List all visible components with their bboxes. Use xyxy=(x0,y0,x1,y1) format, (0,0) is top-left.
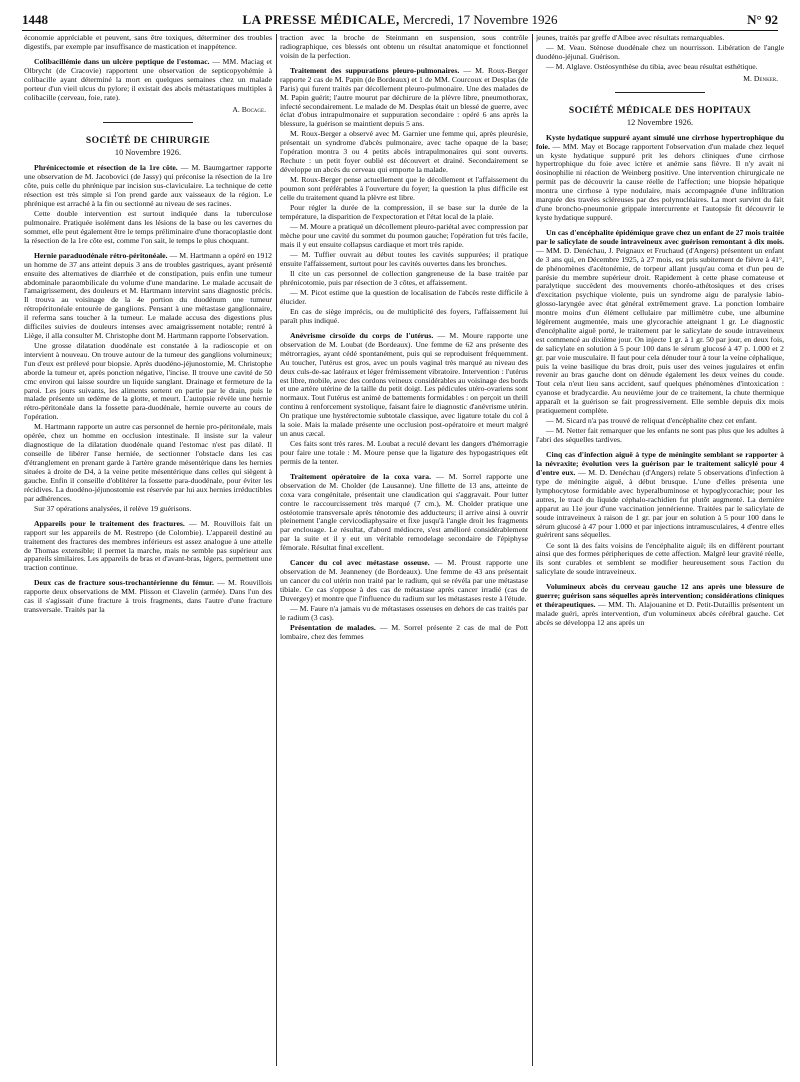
paragraph: — M. Veau. Sténose duodénale chez un nourrisson. Libération de l'angle duodéno-jéjunal. Guérison. xyxy=(536,43,784,61)
paragraph: M. Roux-Berger pense actuellement que le décollement et l'affaissement du poumon sont préférables à l'ouverture du foyer; la question la plus difficile est celle du traitement quand la plèvre est libre. xyxy=(280,175,528,202)
paragraph: Il cite un cas personnel de collection gangreneuse de la base traitée par phrénicotomie, puis par résection de 3 côtes, et affaissement. xyxy=(280,268,528,287)
page-number: 1448 xyxy=(22,12,48,27)
column-divider xyxy=(276,34,277,1066)
article-title: Un cas d'encéphalite épidémique grave chez un enfant de 27 mois traitée par le salicylate de soude intraveineux avec guérison remontant à dix mois. xyxy=(536,227,784,246)
issue-date: Mercredi, 17 Novembre 1926 xyxy=(402,12,558,27)
article xyxy=(24,252,272,341)
article-body: — M. Sorrel présente 2 cas de mal de Pott lombaire, chez des femmes xyxy=(280,623,528,641)
article-title: Colibacillémie dans un ulcère peptique de l'estomac. xyxy=(34,57,210,66)
paragraph: — M. Tuffier ouvrait au début toutes les cavités suppurées; il pratique ensuite l'affaissement, surtout pour les cavités ouvertes dans les bronches. xyxy=(280,249,528,268)
article xyxy=(536,451,784,540)
society-date: 10 Novembre 1926. xyxy=(114,148,182,158)
paragraph: — M. Alglave. Ostéosynthèse du tibia, avec beau résultat esthétique. xyxy=(546,62,758,72)
article xyxy=(24,579,272,615)
journal-title-line xyxy=(22,12,778,28)
article xyxy=(24,520,272,573)
author-signature: M. Denker. xyxy=(743,74,778,83)
section-divider xyxy=(103,122,193,123)
article-title: Cinq cas d'infection aiguë à type de méningite semblant se rapporter à la névraxite; évolution vers la guérison par le traitement salicylé pour 4 d'entre eux. xyxy=(536,450,784,478)
society-heading: SOCIÉTÉ DE CHIRURGIE xyxy=(85,136,211,147)
article-title: Traitement opératoire de la coxa vara. xyxy=(290,471,432,481)
article-body: — M. Moure rapporte une observation de M. Loubat (de Bordeaux). Une femme de 62 ans présente des métrorragies, ayant cédé spontanément, puis qui se reproduisent fréquemment. Au toucher, l'utérus est gros, avec un pouls vaginal très marqué au niveau des deux culs-de-sac latéraux et léger frémissement vibratoire. Intervention : l'utérus est libre, mobile, avec des cordons veineux considérables au voisinage des bords et une artère utérine de la taille du petit doigt. Les pédicules utéro-ovariens sont normaux. Tout l'utérus est animé de battements formidables : on perçoit un thrill continu à renforcement systolique, faisant faire le diagnostic d'anévrisme utérin. On pratique une hystérectomie subtotale classique, avec ligature totale du col à la soie. Mais la malade présente une occlusion post-opératoire et meurt malgré un anus cæcal. xyxy=(280,330,528,438)
paragraph: traction avec la broche de Steinmann en suspension, sous contrôle radiographique, ces blessés ont obtenu un résultat anatomique et fonctionnel voisin de la perfection. xyxy=(280,34,528,60)
paragraph: économie appréciable et peuvent, sans être toxiques, déterminer des troubles digestifs, par exemple par insuffisance de mastication et inappétence. xyxy=(24,34,272,51)
article xyxy=(280,624,528,642)
article-body: — M. Hartmann a opéré en 1912 un homme de 37 ans atteint depuis 3 ans de troubles gastriques, ayant présenté ensuite des alternatives de diarrhée et de constipation, puis enfin une tumeur abdominale paraombilicale du volume d'une mandarine. Le malade accusait de l'amaigrissement, des douleurs et M. Hartmann intervint sans diagnostic précis. Il trouva au voisinage de la 4e portion du duodénum une tumeur rétropéritonéale entourée de ganglions. Pensant à une métastase ganglionnaire, il referma sans toucher à la tumeur. Le malade accusa des digestions plus difficiles suivies de douleurs intenses avec amaigrissement notable; rentré à Liège, il alla consulter M. Christophe dont M. Hartmann rapporte l'observation. xyxy=(24,250,272,340)
paragraph: — M. Moure a pratiqué un décollement pleuro-pariétal avec compression par mèche pour une cavité du sommet du poumon gauche; l'opération fut très facile, mais il y eut ensuite collapsus cardiaque et mort très rapide. xyxy=(280,222,528,249)
article-body: — M. Sorrel rapporte une observation de M. Cholder (de Lausanne). Une fillette de 13 ans, atteinte de coxa vara congénitale, présentait une claudication qui s'aggravait. Pour lutter contre le raccourcissement très marqué (7 cm.), M. Cholder pratique une ostéotomie transversale après ténotomie des adducteurs; il arrive ainsi à ouvrir pleinement l'angle cervicodiaphysaire et fixe jusqu'à l'angle droit les fragments par enclouage. Le résultat, d'abord médiocre, s'est amélioré considérablement par la suite et il y eut un véritable remodelage secondaire de l'épiphyse fémorale. Résultat final excellent. xyxy=(280,471,528,553)
article-title: Kyste hydatique suppuré ayant simulé une cirrhose hypertrophique du foie. xyxy=(536,132,784,151)
article xyxy=(280,67,528,129)
paragraph: Ce sont là des faits voisins de l'encéphalite aiguë; ils en diffèrent pourtant ainsi que des formes péripheriques de cette affection. Malgré leur gravité réelle, ils sont curables et semblent se modifier heureusement sous l'action du salicylate de soude intraveineux. xyxy=(536,540,784,577)
paragraph: — M. Sicard n'a pas trouvé de reliquat d'encéphalite chez cet enfant. xyxy=(546,416,757,426)
article-body: — MM. Maciag et Olbrycht (de Cracovie) rapportent une observation de septicopyohémie à colibacille ayant déterminé la mort en quelques semaines chez un malade porteur d'un vieil ulcus du pylore; il existait des abcès métastatiques multiples à colibacille (cerveau, foie, rate). xyxy=(24,57,272,102)
article xyxy=(536,134,784,223)
paragraph: Ces faits sont très rares. M. Loubat a reculé devant les dangers d'hémorragie pour faire une totale : M. Moure pense que la ligature des hypogastriques eût permis de la tenter. xyxy=(280,439,528,466)
paragraph: En cas de siège imprécis, ou de multiplicité des foyers, l'affaissement lui paraît plus indiqué. xyxy=(280,306,528,325)
paragraph: Cette double intervention est surtout indiquée dans la tuberculose pulmonaire. Pratiquée isolément dans les lésions de la base ou les cavernes du sommet, elle peut également être le temps préliminaire d'une thoracoplastie dont la résection de la 1re côte est, comme l'on sait, le temps le plus choquant. xyxy=(24,208,272,245)
article xyxy=(280,332,528,439)
article-title: Volumineux abcès du cerveau gauche 12 ans après une blessure de guerre; guérison sans séquelles après intervention; considérations cliniques et thérapeutiques. xyxy=(536,582,784,610)
article-title: Cancer du col avec métastase osseuse. xyxy=(290,558,430,568)
column-3 xyxy=(536,34,784,1068)
article-body: — MM. Th. Alajouanine et D. Petit-Dutaillis présentent un malade guéri, après intervention, d'un volumineux abcès cérébral gauche. Cet abcès se développa 12 ans après un xyxy=(536,600,784,627)
article xyxy=(24,58,272,103)
article-body: — M. Rouvillois rapporte deux observations de MM. Plisson et Clavelin (armée). Dans l'un des cas il s'agissait d'une fracture à trois fragments, dans l'autre d'une fracture transversale. Traités par la xyxy=(24,578,272,615)
paragraph: Une grosse dilatation duodénale est constatée à la radioscopie et on intervient à nouveau. On trouve autour de la tumeur des ganglions volumineux; l'un d'eux est prélevé pour biopsie. Après duodéno-jéjunostomie, M. Christophe aborde la tumeur et, après ponction négative, l'incise. Il trouve une cavité de 50 cmc environ qui laisse sourdre un liquide sanglant. Drainage et fermeture de la paroi. Les jours suivants, les aliments sortent en partie par le drain, puis le malade présente un œdème de la glotte, et meurt. L'autopsie révèle une hernie rétro-péritonéale dans la fossette para-duodénale, hernie ouverte au cours de l'opération. xyxy=(24,341,272,422)
paragraph: Pour régler la durée de la compression, il se base sur la durée de la température, la disparition de l'expectoration et l'état local de la plaie. xyxy=(280,203,528,221)
article-body: — MM. D. Denéchau, J. Peignaux et Fruchaud (d'Angers) présentent un enfant de 3 ans qui, en Décembre 1925, à 27 mois, est pris subitement de fièvre à 41°, de phénomènes d'acétonémie, de torpeur allant jusqu'au coma et d'un peu de parésie du membre supérieur droit. Rapidement à cette phase comateuse et paralytique succèdent des mouvements choréo-athétosiques et des crises d'excitation psychique violente, puis un syndrome aigu de paralysie labio-glosso-laryngée avec état général extrêmement grave. La ponction lombaire montre moins d'un élément cellulaire par millimètre cube, une albumine légèrement augmentée, mais une glycorachie atteignant 1 gr. Le diagnostic d'encéphalite aiguë porté, le traitement par le salicylate de soude intraveineux est commencé au dixième jour. On injecte 1 gr. à 1 gr. 50 par jour, en deux fois, de salicylate en solution à 5 pour 100 dans le sérum glucosé à 47 p. 1.000 et 2 gr. par voie musculaire. Il faut pour cela dénuder tour à tour la veine céphalique, puis la veine basilique du bras droit, puis user des veines jugulaires et enfin revenir au bras gauche dont on dénude également les deux veines du coude. Tout cela n'eut lieu sans accident, sauf quelques phénomènes d'intoxication : cyanose et bradycardie. Au neuvième jour de ce traitement, la chute thermique apparaît et la guérison se fait progressivement. Elle semble depuis dix mois pratiquement complète. xyxy=(536,245,784,416)
page-header xyxy=(22,8,778,31)
article-body: — MM. May et Bocage rapportent l'observation d'un malade chez lequel un kyste hydatique suppuré prit les dehors cliniques d'une cirrhose hypertrophique du foie avec ictère et anémie sans fièvre. Il n'y avait ni éosinophilie ni réaction de Weinberg positive. Une intervention chirurgicale ne permit pas de découvrir la cause réelle de l'affection; une biopsie hépatique montra une cirrhose à type nodulaire, mais accompagnée d'une infiltration marquée des travées scléreuses par des polynucléaires. La mort survint du fait d'une broncho-pneumonie grippale intercurrente et l'autopsie fit découvrir le kyste hydatique suppuré. xyxy=(536,141,784,222)
paragraph: Sur 37 opérations analysées, il relève 19 guérisons. xyxy=(34,503,192,513)
paragraph: M. Hartmann rapporte un autre cas personnel de hernie pro-péritonéale, mais opérée, chez un homme en occlusion intestinale. Il insiste sur la valeur diagnostique de la dilatation duodénale quand l'estomac n'est pas dilaté. Il conseille de libérer l'anse herniée, de sectionner l'obstacle dans les cas d'étranglement en prenant garde à l'artère grande mésentérique dans les hernies situées à droite de D4, à la veine petite mésentérique dans celles qui siègent à gauche. Enfin il conseille d'oblitérer la fossette para-duodénale, pour éviter les récidives. La duodéno-jéjunostomie est réservée par lui aux hernies irréductibles par adhérences. xyxy=(24,422,272,503)
society-date: 12 Novembre 1926. xyxy=(626,117,694,127)
article-title: Anévrisme cirsoïde du corps de l'utérus. xyxy=(290,330,434,340)
column-divider xyxy=(532,34,533,1066)
column-2 xyxy=(280,34,528,1068)
society-heading: SOCIÉTÉ MÉDICALE DES HOPITAUX xyxy=(568,105,752,116)
article-body: — M. Proust rapporte une observation de M. Jeanneney (de Bordeaux). Une femme de 43 ans présentait un cancer du col utérin non traité par le radium, qui se révéla par une métastase tibiale. Ce cas s'oppose à des cas de métastase après cancer irradié (cas de Duvergey) et montre que l'influence du radium sur les métastases reste à l'étude. xyxy=(280,558,528,603)
article xyxy=(24,164,272,209)
article-title: Hernie paraduodénale rétro-péritonéale. xyxy=(34,250,168,260)
article-body: — M. Rouvillois fait un rapport sur les appareils de M. Restrepo (de Colombie). L'appareil destiné au traitement des fractures des membres inférieurs est assez analogue à une attelle de Thomas extensible; il permet la marche, mais ne semble pas supérieur aux appareils similaires. Les appareils de bras et d'avant-bras, légers, permettent une traction continue. xyxy=(24,518,272,573)
paragraph: jeunes, traités par greffe d'Albee avec résultats remarquables. xyxy=(536,34,725,42)
paragraph: — M. Netter fait remarquer que les enfants ne sont pas plus que les adultes à l'abri des séquelles tardives. xyxy=(536,426,784,445)
paragraph: — M. Picot estime que la question de localisation de l'abcès reste difficile à élucider. xyxy=(280,287,528,306)
journal-name: LA PRESSE MÉDICALE, xyxy=(242,12,400,27)
author-signature: A. Bocage. xyxy=(232,104,266,114)
article xyxy=(536,583,784,628)
article-title: Traitement des suppurations pleuro-pulmonaires. xyxy=(290,65,460,75)
article xyxy=(280,473,528,553)
article xyxy=(536,229,784,416)
section-divider xyxy=(615,92,705,93)
article-body: — M. Baumgartner rapporte une observation de M. Jacobovici (de Jassy) qui préconise la résection de la 1re côte, puis celle du phrénique par incision sus-claviculaire. La technique de cette résection est très simple si l'on prend garde aux vaisseaux de la région. Le phrénique est arraché à la fin ou sectionné au niveau de ses racines. xyxy=(24,163,272,208)
article-body: — M. D. Denéchau (d'Angers) relate 5 observations d'infection à type de méningite aiguë, à début brusque. L'une d'elles présenta une lymphocytose formidable avec hyperalbuminose et hypoglycorachie; pour les autres, le tracé du liquide céphalo-rachidien fut plutôt augmenté. La dernière apparut au 11e jour d'une vaccination jennérienne. Traitées par le salicylate de soude intraveineux à raison de 1 gr. par jour en solution à 5 pour 100 dans le sérum glucosé à 47 pour 1.000 et par injections intramusculaires, 4 d'entre elles guérirent sans séquelles. xyxy=(536,468,784,540)
column-1 xyxy=(24,34,272,1068)
paragraph: — M. Faure n'a jamais vu de métastases osseuses en dehors de cas traités par le radium (3 cas). xyxy=(280,604,528,622)
article-title: Présentation de malades. xyxy=(290,623,376,632)
article xyxy=(280,559,528,604)
article-title: Appareils pour le traitement des fractures. xyxy=(34,518,185,528)
issue-number: N° 92 xyxy=(747,12,778,27)
paragraph: M. Roux-Berger a observé avec M. Garnier une femme qui, après pleurésie, présentait un syndrome d'abcès pulmonaire, avec tache opaque de la base; l'opération montra 3 ou 4 petits abcès intrapulmonaires qui sont ouverts. Rechute : un petit foyer oublié est découvert et drainé. Secondairement se développe un abcès du cerveau qui emporte la malade. xyxy=(280,129,528,175)
article-title: Phrénicectomie et résection de la 1re côte. xyxy=(34,163,178,173)
article-title: Deux cas de fracture sous-trochantérienne du fémur. xyxy=(34,578,214,588)
article-body: — M. Roux-Berger rapporte 2 cas de M. Papin (de Bordeaux) et 1 de MM. Courcoux et Desplas (de Paris) qui furent traités par décollement pleuro-pulmonaire. Une des malades de M. Papin guérit; l'autre mourut par déchirure de la plèvre libre, pneumothorax, infecté secondairement. Le malade de M. Desplas était un blessé de guerre, avec éclat d'obus intrapulmonaire et suppuration secondaire : opéré 6 ans après la blessure, la guérison se maintient depuis 5 ans. xyxy=(280,65,528,129)
